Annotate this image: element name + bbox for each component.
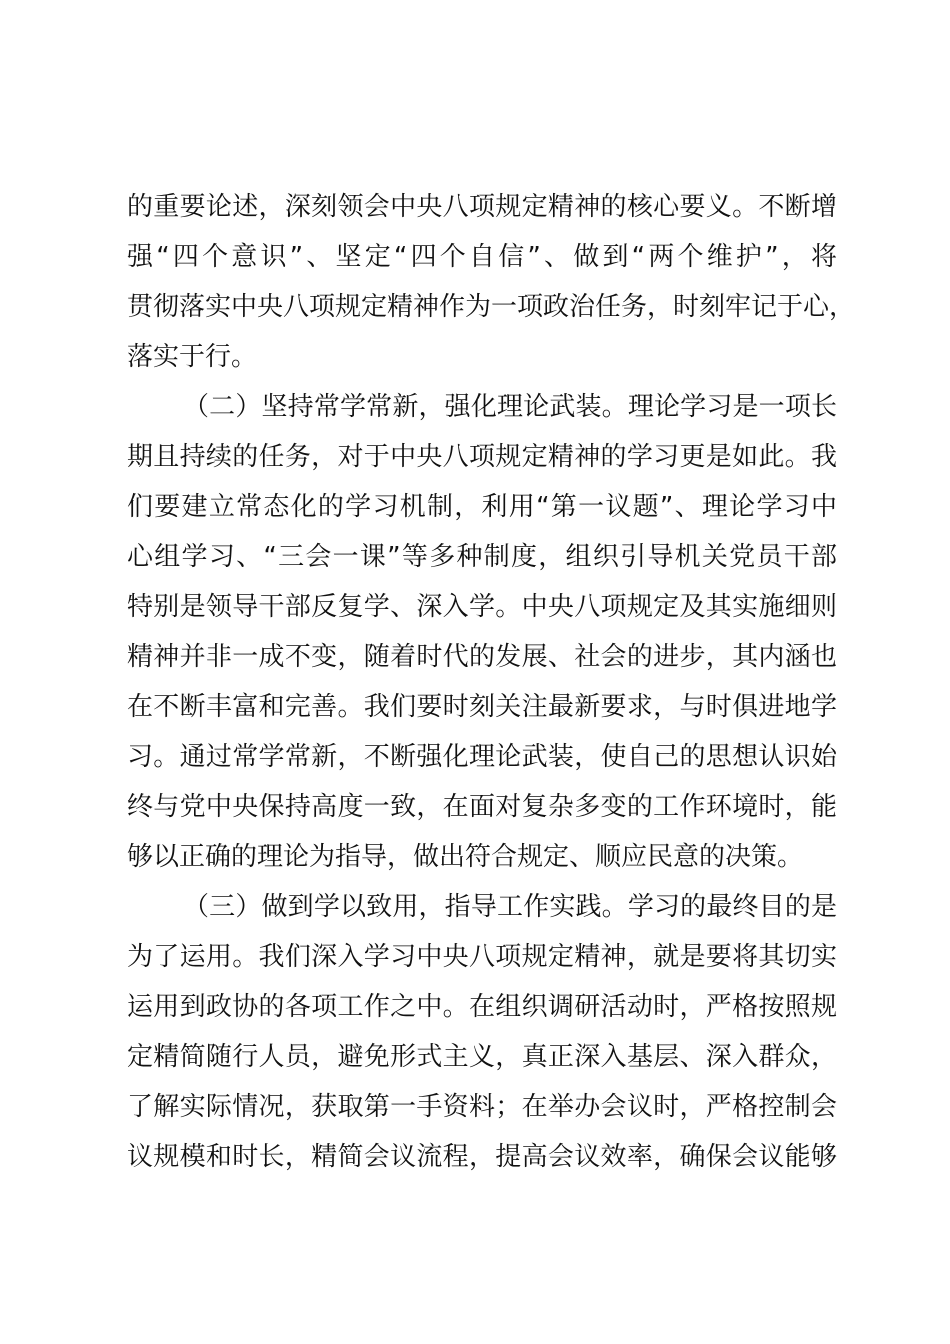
text-line-16: 为了运用。我们深入学习中央八项规定精神，就是要将其切实	[127, 942, 837, 972]
text-line-8: 心组学习、“三会一课”等多种制度，组织引导机关党员干部	[127, 542, 837, 572]
text-line-11: 在不断丰富和完善。我们要时刻关注最新要求，与时俱进地学	[127, 692, 837, 722]
text-line-17: 运用到政协的各项工作之中。在组织调研活动时，严格按照规	[127, 992, 837, 1022]
section-2-heading-line: （二）坚持常学常新，强化理论武装。理论学习是一项长	[183, 392, 837, 422]
text-line-13: 终与党中央保持高度一致，在面对复杂多变的工作环境时，能	[127, 792, 837, 822]
text-line-7: 们要建立常态化的学习机制，利用“第一议题”、理论学习中	[127, 492, 837, 522]
text-line-6: 期且持续的任务，对于中央八项规定精神的学习更是如此。我	[127, 442, 837, 472]
text-line-2: 强“四个意识”、坚定“四个自信”、做到“两个维护”，将	[127, 242, 837, 272]
text-line-3: 贯彻落实中央八项规定精神作为一项政治任务，时刻牢记于心，	[127, 292, 856, 322]
text-line-12: 习。通过常学常新，不断强化理论武装，使自己的思想认识始	[127, 742, 837, 772]
text-line-14: 够以正确的理论为指导，做出符合规定、顺应民意的决策。	[127, 842, 804, 872]
text-line-18: 定精简随行人员，避免形式主义，真正深入基层、深入群众，	[127, 1042, 837, 1072]
section-3-heading-line: （三）做到学以致用，指导工作实践。学习的最终目的是	[183, 892, 837, 922]
body-text	[127, 182, 856, 1182]
text-line-1: 的重要论述，深刻领会中央八项规定精神的核心要义。不断增	[127, 192, 837, 222]
text-line-9: 特别是领导干部反复学、深入学。中央八项规定及其实施细则	[127, 592, 837, 622]
text-line-20: 议规模和时长，精简会议流程，提高会议效率，确保会议能够	[127, 1142, 837, 1172]
text-line-10: 精神并非一成不变，随着时代的发展、社会的进步，其内涵也	[127, 642, 837, 672]
text-line-4: 落实于行。	[127, 342, 258, 372]
text-line-19: 了解实际情况，获取第一手资料；在举办会议时，严格控制会	[127, 1092, 837, 1122]
